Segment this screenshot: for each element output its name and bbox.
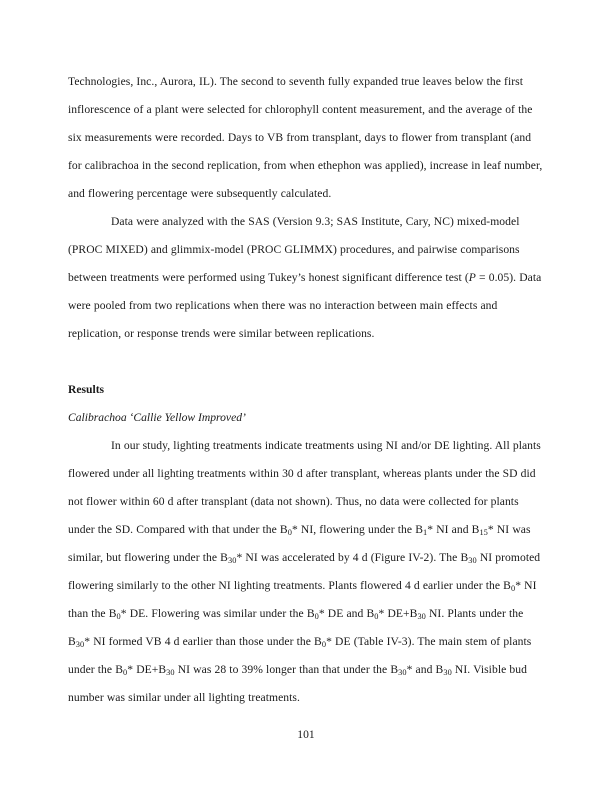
text-column	[68, 68, 546, 712]
paragraph-statistical-analysis	[68, 208, 546, 348]
results-seg-1: In our study, lighting treatments indicate treatments using NI and/or DE lighting. All plants flowered under all lighting treatments within 30 d after transplant, whereas plants under the SD did not flower within 60 d after transplant (data not shown). Thus, no data were collected for plants under the SD. Compared with that under the B	[68, 439, 541, 536]
species-cultivar-label: ‘Callie Yellow Improved’	[126, 411, 246, 424]
subscript-b30-a: 30	[227, 556, 237, 566]
results-seg-6: NI promoted flowering similarly to the other NI lighting treatments. Plants flowered 4 d earlier under the B	[68, 551, 541, 592]
results-seg-14: * DE+B	[127, 663, 167, 676]
subscript-b0-g: 0	[123, 668, 128, 678]
paragraph-2-text-part-1: Data were analyzed with the SAS (Version 9.3; SAS Institute, Cary, NC) mixed-model (PROC MIXED) and glimmix-model (PROC GLIMMX) procedures, and pairwise comparisons between treatments were performed using Tukey’s honest significant difference test (	[68, 215, 520, 284]
subscript-b0-f: 0	[321, 640, 327, 650]
results-seg-12: * NI formed VB 4 d earlier than those under the B	[84, 635, 322, 648]
results-seg-13: * DE (Table IV-3). The main stem of plants under the B	[68, 635, 532, 676]
paragraph-calibrachoa-results	[68, 432, 546, 712]
section-spacer	[68, 348, 546, 376]
subscript-b30-d: 30	[75, 640, 85, 650]
results-seg-7: * NI than the B	[68, 579, 537, 620]
results-seg-5: * NI was accelerated by 4 d (Figure IV-2). The B	[236, 551, 469, 564]
subscript-b0-a: 0	[287, 528, 292, 538]
results-seg-16: * and B	[406, 663, 444, 676]
results-seg-17: NI. Visible bud number was similar under all lighting treatments.	[68, 663, 527, 704]
results-seg-2: * NI, flowering under the B	[291, 523, 424, 536]
subscript-b15: 15	[479, 528, 488, 538]
subscript-b1: 1	[423, 528, 428, 538]
paragraph-1-text: Technologies, Inc., Aurora, IL). The second to seventh fully expanded true leaves below the first inflorescence of a plant were selected for chlorophyll content measurement, and the average of the six measurements were recorded. Days to VB from transplant, days to flower from transplant (and for calibrachoa in the second replication, from when ethephon was applied), increase in leaf number, and flowering percentage were subsequently calculated.	[68, 75, 543, 200]
subscript-b0-d: 0	[314, 612, 319, 622]
subscript-b30-g: 30	[443, 668, 452, 678]
results-seg-10: * DE+B	[378, 607, 418, 620]
paragraph-2-text-part-2: = 0.05). Data were pooled from two replications when there was no interaction between main effects and replication, or response trends were similar between replications.	[68, 271, 542, 340]
subscript-b30-e: 30	[166, 668, 175, 678]
subscript-b0-c: 0	[116, 612, 121, 622]
results-seg-15: NI was 28 to 39% longer than that under the B	[174, 663, 399, 676]
subscript-b30-b: 30	[468, 556, 477, 566]
results-seg-11: NI. Plants under the B	[68, 607, 524, 648]
paragraph-methods-continued	[68, 68, 546, 208]
subscript-b30-c: 30	[417, 612, 426, 622]
results-seg-3: * NI and B	[427, 523, 480, 536]
results-heading-label: Results	[68, 383, 105, 396]
species-genus-label: Calibrachoa	[68, 411, 127, 424]
subscript-b0-e: 0	[374, 612, 379, 622]
p-value-symbol: P	[468, 271, 476, 284]
page-number: 101	[297, 728, 315, 741]
results-seg-4: * NI was similar, but flowering under the B	[68, 523, 531, 564]
results-seg-9: * DE and B	[318, 607, 375, 620]
subscript-b0-b: 0	[510, 584, 516, 594]
subscript-b30-f: 30	[398, 668, 407, 678]
section-heading-results	[68, 376, 546, 404]
subheading-species	[68, 404, 546, 432]
results-seg-8: * DE. Flowering was similar under the B	[120, 607, 315, 620]
